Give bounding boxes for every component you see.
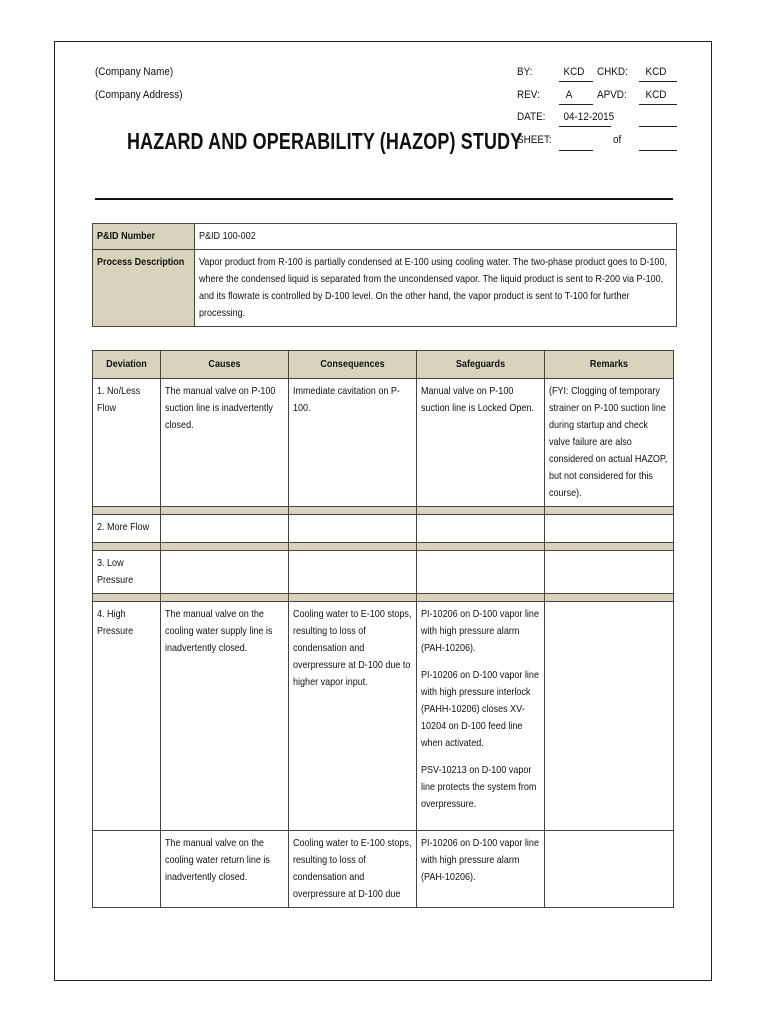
chkd-label: CHKD: — [597, 66, 628, 78]
hazop-header-row — [93, 351, 674, 379]
apvd-label: APVD: — [597, 89, 627, 101]
pid-info-table — [92, 223, 677, 327]
rev-value: A — [565, 89, 573, 101]
sheet-label: SHEET: — [517, 134, 552, 146]
remarks-cell — [545, 602, 674, 831]
by-value: KCD — [563, 66, 585, 78]
causes-cell — [161, 515, 289, 543]
deviation-cell: 3. Low Pressure — [93, 551, 161, 594]
apvd-underline — [639, 104, 677, 105]
column-header-causes: Causes — [161, 351, 289, 379]
process-description-label: Process Description — [97, 256, 185, 268]
pid-label: P&ID Number — [97, 230, 156, 242]
process-description-label-cell — [93, 250, 195, 327]
process-description-row — [93, 250, 677, 327]
causes-cell — [161, 551, 289, 594]
hazop-table — [92, 350, 674, 908]
table-row — [93, 551, 674, 594]
company-name: (Company Name) — [95, 66, 174, 78]
chkd-value: KCD — [645, 66, 667, 78]
process-description-value-cell — [195, 250, 677, 327]
causes-cell: The manual valve on P-100 suction line is inadvertently closed. — [161, 379, 289, 507]
column-header-safeguards: Safeguards — [417, 351, 545, 379]
consequences-cell: Cooling water to E-100 stops, resulting to loss of condensation and overpressure at D-100 due to higher vapor input. — [289, 602, 417, 831]
pid-label-cell — [93, 224, 195, 250]
deviation-cell: 2. More Flow — [93, 515, 161, 543]
consequences-cell: Cooling water to E-100 stops, resulting to loss of condensation and overpressure at D-100 due — [289, 831, 417, 908]
table-row — [93, 515, 674, 543]
header-rule — [95, 198, 673, 200]
rev-label: REV: — [517, 89, 540, 101]
column-header-deviation: Deviation — [93, 351, 161, 379]
deviation-cell: 1. No/Less Flow — [93, 379, 161, 507]
safeguards-cell: Manual valve on P-100 suction line is Locked Open. — [417, 379, 545, 507]
of-underline — [639, 150, 677, 151]
process-description-value: Vapor product from R-100 is partially condensed at E-100 using cooling water. The two-phase product goes to D-100, where the condensed liquid is separated from the uncondensed vapor. The liquid product is sent to R-200 via P-100, and its flowrate is controlled by D-100 level. On the other hand, the vapor product is sent to T-100 for further processing. — [199, 256, 667, 319]
consequences-cell — [289, 515, 417, 543]
deviation-cell — [93, 831, 161, 908]
pid-value-cell — [195, 224, 677, 250]
pid-value: P&ID 100-002 — [199, 230, 256, 242]
pid-row — [93, 224, 677, 250]
column-header-consequences: Consequences — [289, 351, 417, 379]
document-title: HAZARD AND OPERABILITY (HAZOP) STUDY — [127, 128, 523, 154]
remarks-cell — [545, 515, 674, 543]
hazop-sheet — [54, 41, 712, 981]
safeguards-cell — [417, 551, 545, 594]
date-extra-underline — [639, 126, 677, 127]
table-row — [93, 379, 674, 507]
remarks-cell — [545, 551, 674, 594]
apvd-value: KCD — [645, 89, 667, 101]
separator-row — [93, 543, 674, 551]
company-address: (Company Address) — [95, 89, 183, 101]
causes-cell: The manual valve on the cooling water return line is inadvertently closed. — [161, 831, 289, 908]
by-label: BY: — [517, 66, 533, 78]
table-row — [93, 831, 674, 908]
remarks-cell — [545, 831, 674, 908]
safeguards-cell — [417, 515, 545, 543]
deviation-cell: 4. High Pressure — [93, 602, 161, 831]
date-label: DATE: — [517, 111, 546, 123]
of-label: of — [613, 134, 622, 146]
by-underline — [559, 81, 593, 82]
safeguards-cell: PI-10206 on D-100 vapor line with high pressure alarm (PAH-10206). — [417, 831, 545, 908]
consequences-cell: Immediate cavitation on P-100. — [289, 379, 417, 507]
safeguards-cell: PI-10206 on D-100 vapor line with high pressure alarm (PAH-10206). PI-10206 on D-100 vapor line with high pressure interlock (PAHH-10206) closes XV-10204 on D-100 feed line when activated. PSV-10213 on D-100 vapor line protects the system from overpressure. — [417, 602, 545, 831]
separator-row — [93, 594, 674, 602]
date-underline — [559, 126, 611, 127]
column-header-remarks: Remarks — [545, 351, 674, 379]
consequences-cell — [289, 551, 417, 594]
separator-row — [93, 507, 674, 515]
date-value: 04-12-2015 — [563, 111, 615, 123]
table-row — [93, 602, 674, 831]
remarks-cell: (FYI: Clogging of temporary strainer on P-100 suction line during startup and check valve failure are also considered on actual HAZOP, but not considered for this course). — [545, 379, 674, 507]
rev-underline — [559, 104, 593, 105]
sheet-underline — [559, 150, 593, 151]
causes-cell: The manual valve on the cooling water supply line is inadvertently closed. — [161, 602, 289, 831]
chkd-underline — [639, 81, 677, 82]
